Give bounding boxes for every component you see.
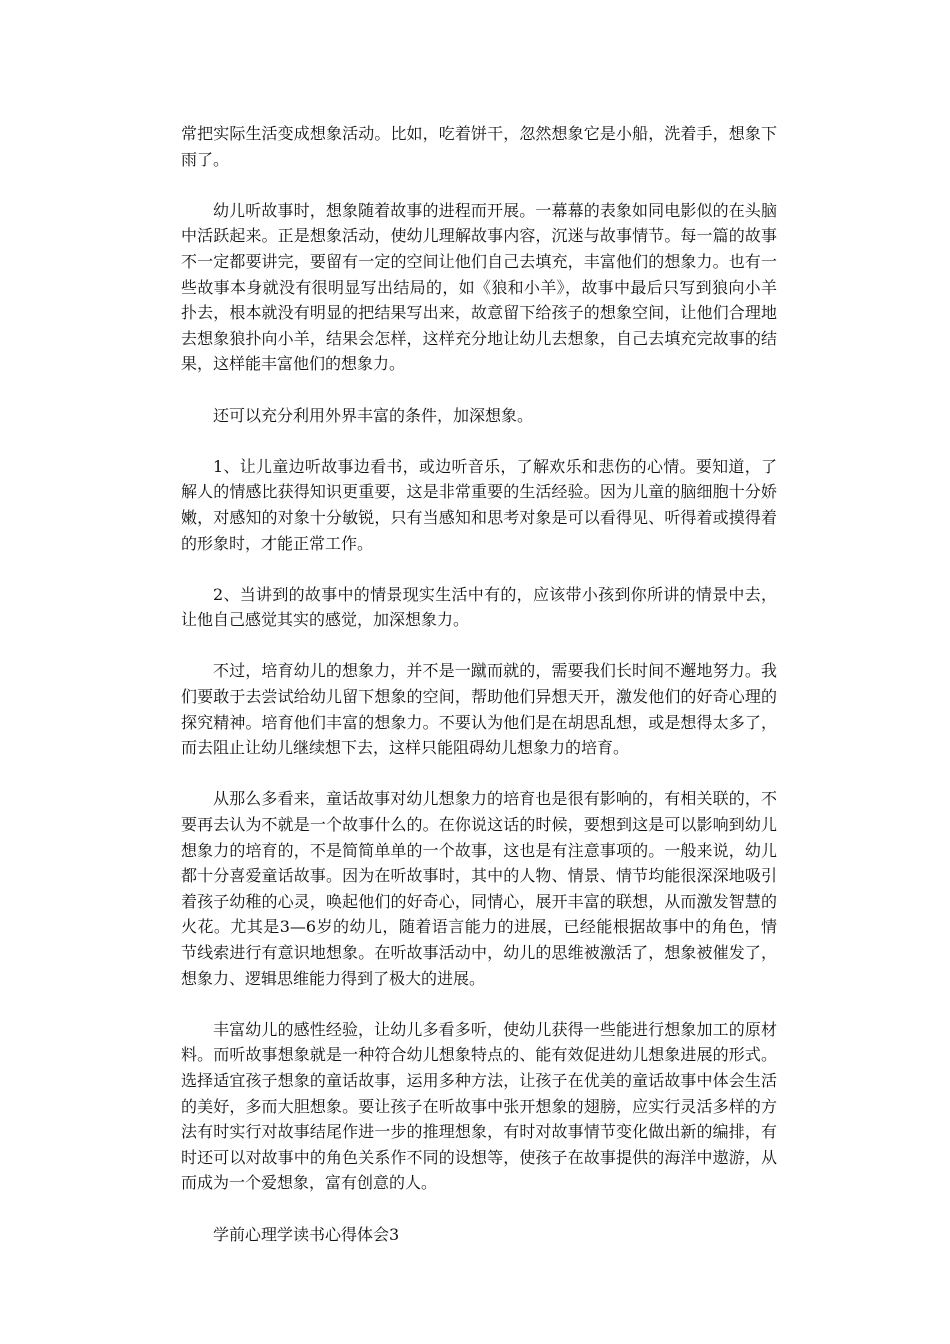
paragraph-8: 丰富幼儿的感性经验，让幼儿多看多听，使幼儿获得一些能进行想象加工的原材料。而听故事想象就是一种符合幼儿想象特点的、能有效促进幼儿想象进展的形式。选择适宜孩子想象的童话故事，运用多种方法，让孩子在优美的童话故事中体会生活的美好，多而大胆想象。要让孩子在听故事中张开想象的翅膀，应实行灵活多样的方法有时实行对故事结尾作进一步的推理想象，有时对故事情节变化做出新的编排，有时还可以对故事中的角色关系作不同的设想等，使孩子在故事提供的海洋中遨游，从而成为一个爱想象，富有创意的人。 bbox=[181, 1019, 777, 1193]
paragraph-5: 2、当讲到的故事中的情景现实生活中有的，应该带小孩到你所讲的情景中去，让他自己感觉其实的感觉，加深想象力。 bbox=[181, 584, 777, 630]
paragraph-3: 还可以充分利用外界丰富的条件，加深想象。 bbox=[213, 405, 534, 425]
paragraph-7: 从那么多看来，童话故事对幼儿想象力的培育也是很有影响的，有相关联的，不要再去认为不就是一个故事什么的。在你说这话的时候，要想到这是可以影响到幼儿想象力的培育的，不是简简单单的一个故事，这也是有注意事项的。一般来说，幼儿都十分喜爱童话故事。因为在听故事时，其中的人物、情景、情节均能很深深地吸引着孩子幼稚的心灵，唤起他们的好奇心，同情心，展开丰富的联想，从而激发智慧的火花。尤其是3—6岁的幼儿，随着语言能力的进展，已经能根据故事中的角色，情节线索进行有意识地想象。在听故事活动中，幼儿的思维被激活了，想象被催发了，想象力、逻辑思维能力得到了极大的进展。 bbox=[181, 789, 777, 988]
paragraph-6: 不过，培育幼儿的想象力，并不是一蹴而就的，需要我们长时间不邂地努力。我们要敢于去尝试给幼儿留下想象的空间，帮助他们异想天开，激发他们的好奇心理的探究精神。培育他们丰富的想象力。不要认为他们是在胡思乱想，或是想得太多了，而去阻止让幼儿继续想下去，这样只能阻碍幼儿想象力的培育。 bbox=[181, 661, 777, 758]
paragraph-1: 常把实际生活变成想象活动。比如，吃着饼干，忽然想象它是小船，洗着手，想象下雨了。 bbox=[181, 124, 777, 169]
paragraph-4: 1、让儿童边听故事边看书，或边听音乐，了解欢乐和悲伤的心情。要知道，了解人的情感比获得知识更重要，这是非常重要的生活经验。因为儿童的脑细胞十分娇嫩，对感知的对象十分敏锐，只有当感知和思考对象是可以看得见、听得着或摸得着的形象时，才能正常工作。 bbox=[181, 456, 777, 553]
section-heading: 学前心理学读书心得体会3 bbox=[213, 1224, 400, 1244]
paragraph-2: 幼儿听故事时，想象随着故事的进程而开展。一幕幕的表象如同电影似的在头脑中活跃起来。正是想象活动，使幼儿理解故事内容，沉迷与故事情节。每一篇的故事不一定都要讲完，要留有一定的空间让他们自己去填充，丰富他们的想象力。也有一些故事本身就没有很明显写出结局的，如《狼和小羊》，故事中最后只写到狼向小羊扑去，根本就没有明显的把结果写出来，故意留下给孩子的想象空间，让他们合理地去想象狼扑向小羊，结果会怎样，这样充分地让幼儿去想象，自己去填充完故事的结果，这样能丰富他们的想象力。 bbox=[181, 200, 777, 374]
document-body bbox=[181, 121, 777, 1273]
